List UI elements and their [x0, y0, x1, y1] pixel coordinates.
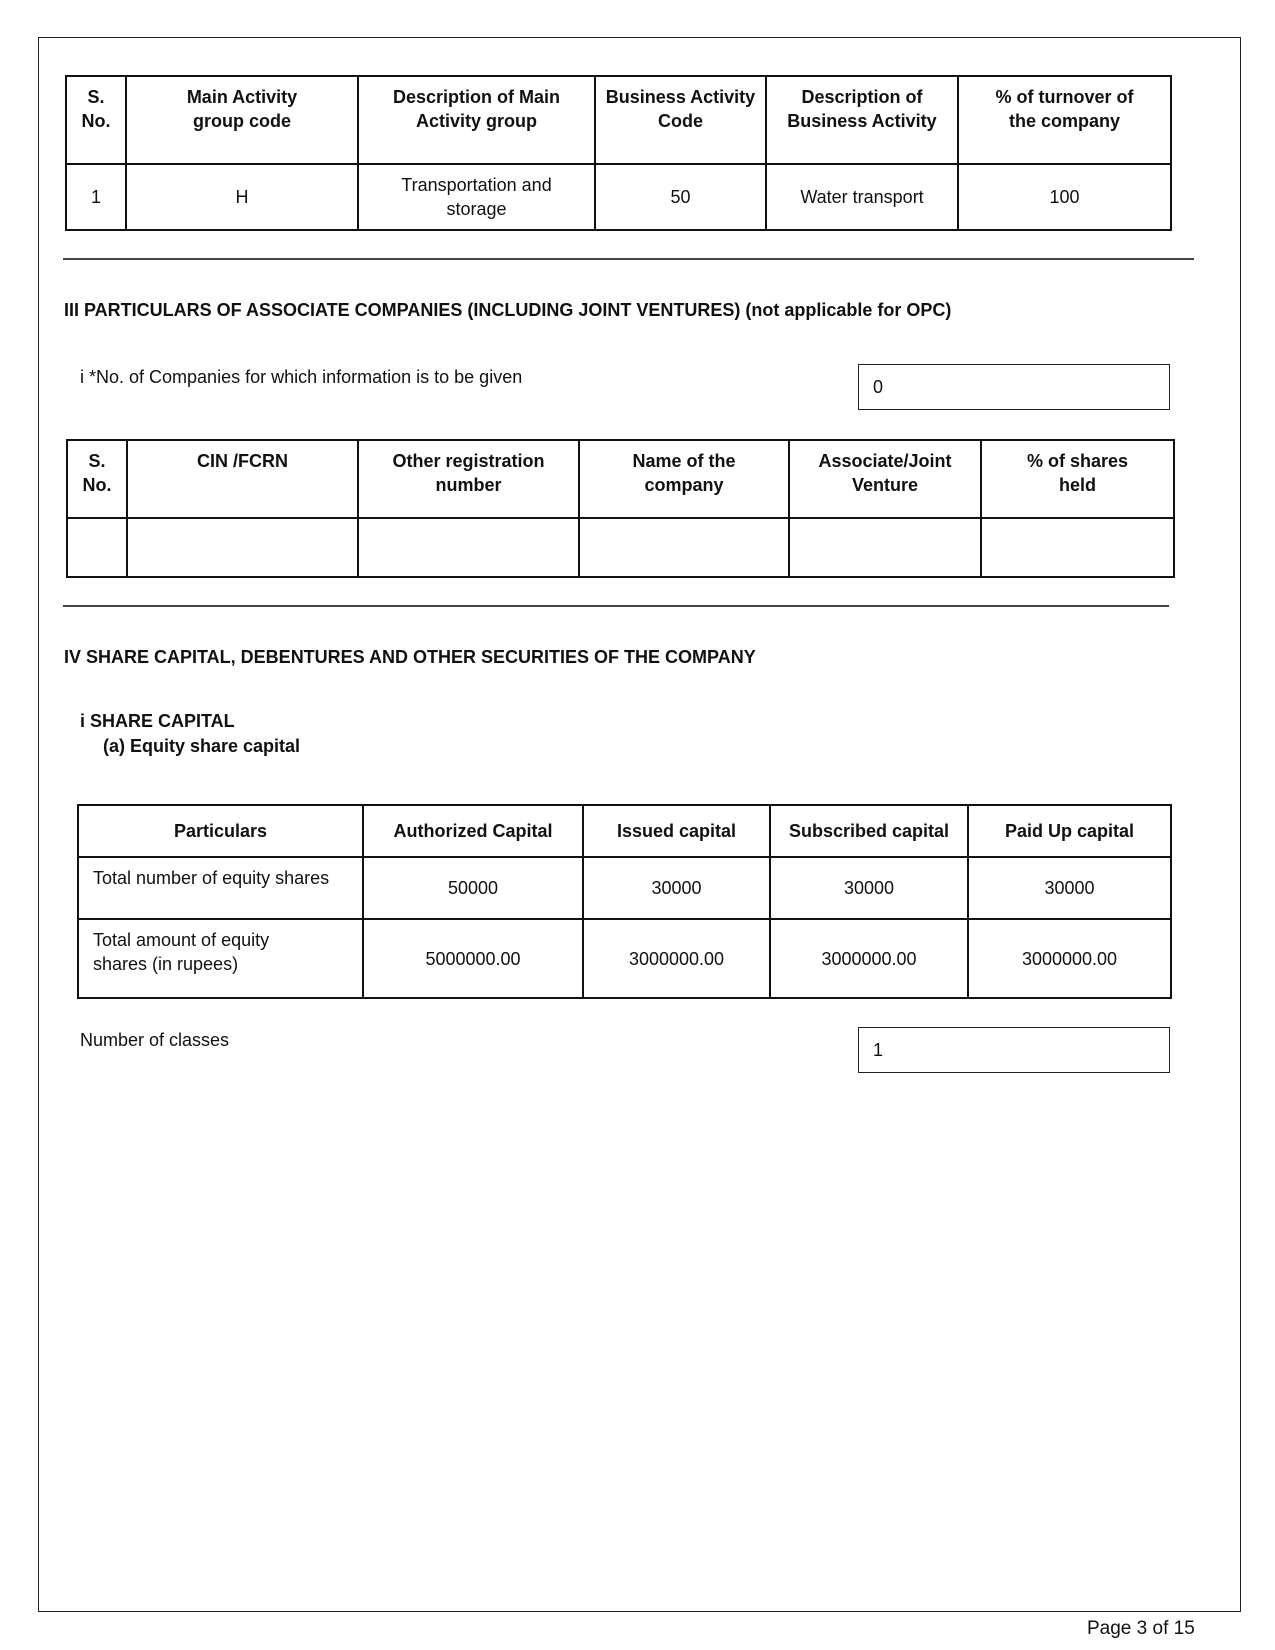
table-row — [78, 919, 1171, 998]
table-header-row — [66, 76, 1171, 164]
header-issued-capital: Issued capital — [583, 805, 770, 857]
number-of-classes-field[interactable] — [858, 1027, 1170, 1073]
header-line: Other registration — [392, 451, 545, 471]
header-line: % of shares — [1026, 451, 1129, 471]
table-header-row — [78, 805, 1171, 857]
header-subscribed-capital: Subscribed capital — [770, 805, 968, 857]
companies-count-value: 0 — [873, 376, 884, 397]
header-line: Business Activity — [605, 87, 756, 107]
cell-business-activity-code: 50 — [595, 164, 766, 230]
header-business-activity-code — [595, 76, 766, 164]
cell-particulars — [78, 919, 363, 998]
cell-line: Total number of equity shares — [93, 868, 330, 888]
cell-main-activity-description — [358, 164, 595, 230]
cell-s-no: 1 — [66, 164, 126, 230]
header-line: Name of the — [632, 451, 736, 471]
share-capital-subtitle: i SHARE CAPITAL — [80, 711, 235, 731]
header-turnover-percent — [958, 76, 1171, 164]
cell-particulars — [78, 857, 363, 919]
table-header-row — [67, 440, 1174, 518]
section-iii-title: III PARTICULARS OF ASSOCIATE COMPANIES (INCLUDING JOINT VENTURES) (not applicable for OPC) — [64, 300, 952, 320]
cell-other-registration — [358, 518, 579, 577]
section-iv-title: IV SHARE CAPITAL, DEBENTURES AND OTHER SECURITIES OF THE COMPANY — [64, 647, 756, 667]
header-associate-jv — [789, 440, 981, 518]
header-line: company — [644, 475, 724, 495]
cell-business-activity-description: Water transport — [766, 164, 958, 230]
cell-turnover-percent: 100 — [958, 164, 1171, 230]
header-line: Business Activity — [787, 111, 937, 131]
cell-subscribed: 3000000.00 — [770, 919, 968, 998]
header-line: S. — [87, 87, 105, 107]
header-line: Activity group — [415, 111, 537, 131]
equity-share-capital-subtitle: (a) Equity share capital — [103, 736, 301, 756]
cell-s-no — [67, 518, 127, 577]
table-row — [67, 518, 1174, 577]
cell-main-activity-code: H — [126, 164, 358, 230]
header-shares-held — [981, 440, 1174, 518]
cell-line: Total amount of equity — [93, 930, 270, 950]
number-of-classes-label: Number of classes — [80, 1030, 230, 1050]
divider — [63, 605, 1169, 607]
companies-count-label: i *No. of Companies for which information is to be given — [80, 367, 523, 387]
header-line: No. — [82, 475, 112, 495]
header-line: the company — [1008, 111, 1121, 131]
header-line: Venture — [851, 475, 919, 495]
table-row — [66, 164, 1171, 230]
table-row — [78, 857, 1171, 919]
header-line: Associate/Joint — [818, 451, 952, 471]
cell-line: Transportation and — [401, 175, 552, 195]
cell-line: shares (in rupees) — [93, 954, 239, 974]
cell-issued: 3000000.00 — [583, 919, 770, 998]
header-main-activity-code — [126, 76, 358, 164]
header-other-registration — [358, 440, 579, 518]
header-paid-up-capital: Paid Up capital — [968, 805, 1171, 857]
header-line: Description of Main — [392, 87, 560, 107]
header-line: % of turnover of — [995, 87, 1134, 107]
header-line: CIN /FCRN — [197, 451, 288, 471]
header-s-no — [67, 440, 127, 518]
header-line: S. — [88, 451, 106, 471]
header-business-activity-description — [766, 76, 958, 164]
cell-paid-up: 3000000.00 — [968, 919, 1171, 998]
header-line: No. — [81, 111, 111, 131]
header-line: Code — [658, 111, 703, 131]
cell-line: storage — [446, 199, 507, 219]
equity-share-capital-table — [77, 804, 1172, 999]
number-of-classes-value: 1 — [873, 1039, 884, 1060]
cell-shares-held — [981, 518, 1174, 577]
header-line: Description of — [801, 87, 923, 107]
header-authorized-capital: Authorized Capital — [363, 805, 583, 857]
cell-authorized: 50000 — [363, 857, 583, 919]
companies-count-field[interactable] — [858, 364, 1170, 410]
cell-authorized: 5000000.00 — [363, 919, 583, 998]
header-line: number — [435, 475, 502, 495]
business-activity-table — [65, 75, 1172, 231]
header-line: group code — [193, 111, 291, 131]
header-main-activity-description — [358, 76, 595, 164]
cell-issued: 30000 — [583, 857, 770, 919]
page-number: Page 3 of 15 — [1087, 1618, 1195, 1639]
header-line: Main Activity — [186, 87, 298, 107]
cell-cin-fcrn — [127, 518, 358, 577]
cell-subscribed: 30000 — [770, 857, 968, 919]
associate-companies-table — [66, 439, 1175, 578]
header-company-name — [579, 440, 789, 518]
cell-company-name — [579, 518, 789, 577]
divider — [63, 258, 1194, 260]
cell-paid-up: 30000 — [968, 857, 1171, 919]
header-s-no — [66, 76, 126, 164]
header-particulars: Particulars — [78, 805, 363, 857]
header-line: held — [1058, 475, 1096, 495]
cell-associate-jv — [789, 518, 981, 577]
header-cin-fcrn — [127, 440, 358, 518]
